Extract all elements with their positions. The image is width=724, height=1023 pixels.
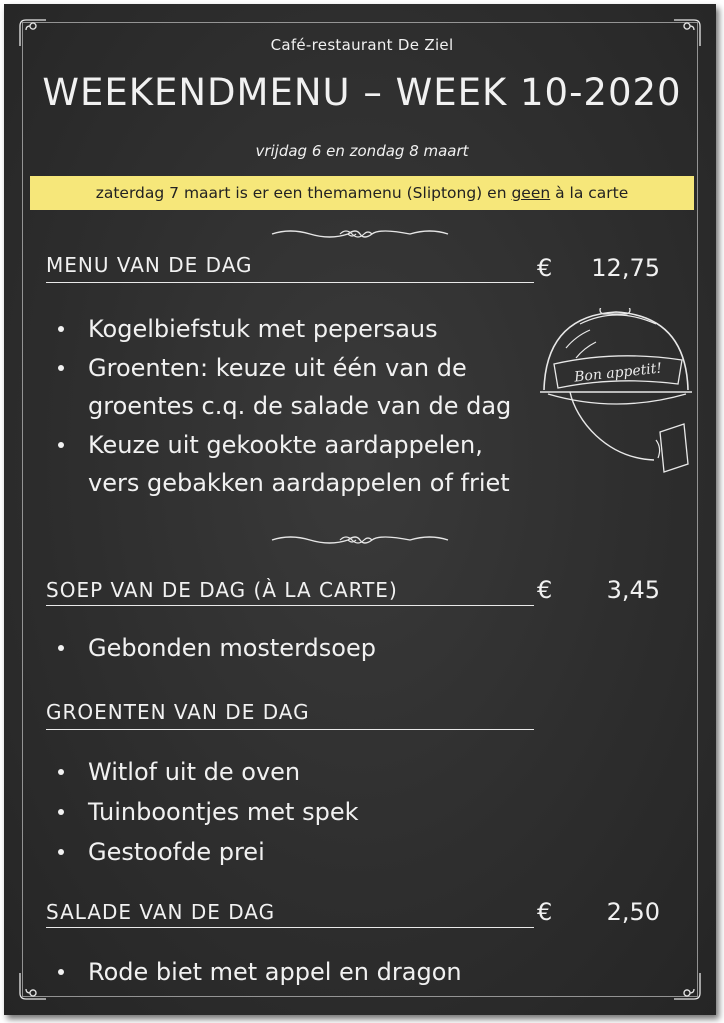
list-item: Keuze uit gekookte aardappelen, vers gebakken aardappelen of friet: [52, 426, 522, 503]
notice-emphasis: geen: [511, 184, 551, 202]
flourish-divider: [270, 226, 450, 242]
section-title-salad: SALADE VAN DE DAG: [46, 900, 276, 924]
section-title-soup: SOEP VAN DE DAG (À LA CARTE): [46, 578, 398, 602]
section-title-menu: MENU VAN DE DAG: [46, 253, 253, 277]
list-item: Tuinboontjes met spek: [52, 792, 522, 832]
list-item: Rode biet met appel en dragon: [52, 952, 522, 992]
page-title: WEEKENDMENU – WEEK 10-2020: [42, 71, 682, 114]
currency-symbol: €: [537, 254, 553, 282]
salad-items-list: [52, 952, 522, 992]
section-rule: [46, 729, 534, 730]
soup-items-list: [52, 628, 522, 668]
bon-appetit-cloche-icon: [536, 308, 696, 488]
restaurant-name: Café-restaurant De Ziel: [270, 36, 454, 54]
bon-appetit-text: Bon appetit!: [573, 360, 663, 386]
list-item: Gestoofde prei: [52, 832, 522, 872]
list-item: Gebonden mosterdsoep: [52, 628, 522, 668]
price-salad: 2,50: [606, 898, 660, 926]
list-item: Witlof uit de oven: [52, 752, 522, 792]
menu-items-list: [52, 310, 522, 503]
price-menu: 12,75: [591, 254, 660, 282]
flourish-divider: [270, 532, 450, 548]
menu-dates: vrijdag 6 en zondag 8 maart: [255, 142, 469, 160]
section-title-vegetables: GROENTEN VAN DE DAG: [46, 700, 310, 724]
section-rule: [46, 282, 534, 283]
price-soup: 3,45: [606, 576, 660, 604]
list-item: Groenten: keuze uit één van de groentes c.q. de salade van de dag: [52, 349, 522, 426]
currency-symbol: €: [537, 898, 553, 926]
notice-text-2: à la carte: [550, 184, 629, 202]
corner-ornament: [16, 969, 50, 1003]
section-rule: [46, 927, 534, 928]
section-rule: [46, 605, 534, 606]
vegetables-items-list: [52, 752, 522, 872]
corner-ornament: [670, 969, 704, 1003]
currency-symbol: €: [537, 576, 553, 604]
notice-text-1: zaterdag 7 maart is er een themamenu (Sliptong) en: [95, 184, 512, 202]
notice-banner: [30, 176, 694, 210]
list-item: Kogelbiefstuk met pepersaus: [52, 310, 522, 349]
